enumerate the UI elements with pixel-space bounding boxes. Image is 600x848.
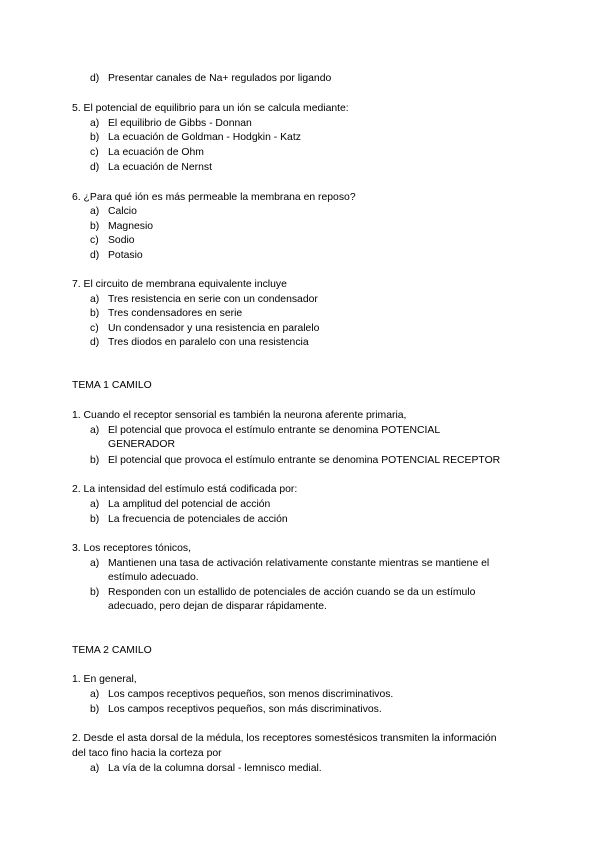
option-text: Mantienen una tasa de activación relativamente constante mientras se mantiene el [108, 558, 490, 569]
option-continuation: estímulo adecuado. [108, 572, 199, 583]
option-continuation: adecuado, pero dejan de disparar rápidamente. [108, 601, 327, 612]
question-line: 1. En general, [72, 674, 137, 685]
question-line: del taco fino hacia la corteza por [72, 748, 222, 759]
option-letter: d) [90, 73, 100, 84]
option-text: Tres resistencia en serie con un condensador [108, 294, 318, 305]
option-text: La amplitud del potencial de acción [108, 499, 271, 510]
question-line: 6. ¿Para qué ión es más permeable la membrana en reposo? [72, 192, 356, 203]
option-text: Un condensador y una resistencia en paralelo [108, 323, 320, 334]
option-text: El potencial que provoca el estímulo entrante se denomina POTENCIAL RECEPTOR [108, 455, 501, 466]
option-text: Tres diodos en paralelo con una resistencia [108, 337, 309, 348]
option-letter: d) [90, 250, 100, 261]
option-text: Tres condensadores en serie [108, 308, 243, 319]
option-letter: c) [90, 147, 99, 158]
option-text: La ecuación de Nernst [108, 162, 212, 173]
option-letter: a) [90, 206, 100, 217]
option-text: El equilibrio de Gibbs - Donnan [108, 118, 252, 129]
section-heading: TEMA 1 CAMILO [72, 380, 152, 391]
option-letter: b) [90, 455, 100, 466]
option-letter: a) [90, 689, 100, 700]
question-line: 2. Desde el asta dorsal de la médula, los receptores somestésicos transmiten la información [72, 733, 497, 744]
question-line: 2. La intensidad del estímulo está codificada por: [72, 484, 298, 495]
option-letter: a) [90, 763, 100, 774]
option-letter: a) [90, 118, 100, 129]
option-text: El potencial que provoca el estímulo entrante se denomina POTENCIAL [108, 425, 441, 436]
section-heading: TEMA 2 CAMILO [72, 645, 152, 656]
option-letter: c) [90, 323, 99, 334]
option-text: Sodio [108, 235, 135, 246]
option-letter: d) [90, 337, 100, 348]
option-text: Presentar canales de Na+ regulados por ligando [108, 73, 332, 84]
option-letter: b) [90, 704, 100, 715]
option-text: Los campos receptivos pequeños, son menos discriminativos. [108, 689, 394, 700]
option-letter: a) [90, 294, 100, 305]
option-letter: a) [90, 499, 100, 510]
option-text: La frecuencia de potenciales de acción [108, 514, 288, 525]
question-line: 1. Cuando el receptor sensorial es también la neurona aferente primaria, [72, 410, 407, 421]
option-text: La vía de la columna dorsal - lemnisco medial. [108, 763, 322, 774]
option-letter: a) [90, 558, 100, 569]
option-text: Responden con un estallido de potenciales de acción cuando se da un estímulo [108, 587, 476, 598]
option-text: Potasio [108, 250, 143, 261]
option-text: Calcio [108, 206, 137, 217]
option-text: Magnesio [108, 221, 154, 232]
option-letter: b) [90, 587, 100, 598]
question-line: 7. El circuito de membrana equivalente incluye [72, 279, 287, 290]
option-letter: a) [90, 425, 100, 436]
option-letter: b) [90, 514, 100, 525]
option-text: La ecuación de Ohm [108, 147, 204, 158]
option-letter: b) [90, 221, 100, 232]
question-line: 3. Los receptores tónicos, [72, 543, 191, 554]
option-letter: c) [90, 235, 99, 246]
option-letter: b) [90, 132, 100, 143]
option-continuation: GENERADOR [108, 439, 175, 450]
option-text: Los campos receptivos pequeños, son más discriminativos. [108, 704, 382, 715]
option-text: La ecuación de Goldman - Hodgkin - Katz [108, 132, 301, 143]
question-line: 5. El potencial de equilibrio para un ión se calcula mediante: [72, 103, 349, 114]
option-letter: d) [90, 162, 100, 173]
option-letter: b) [90, 308, 100, 319]
